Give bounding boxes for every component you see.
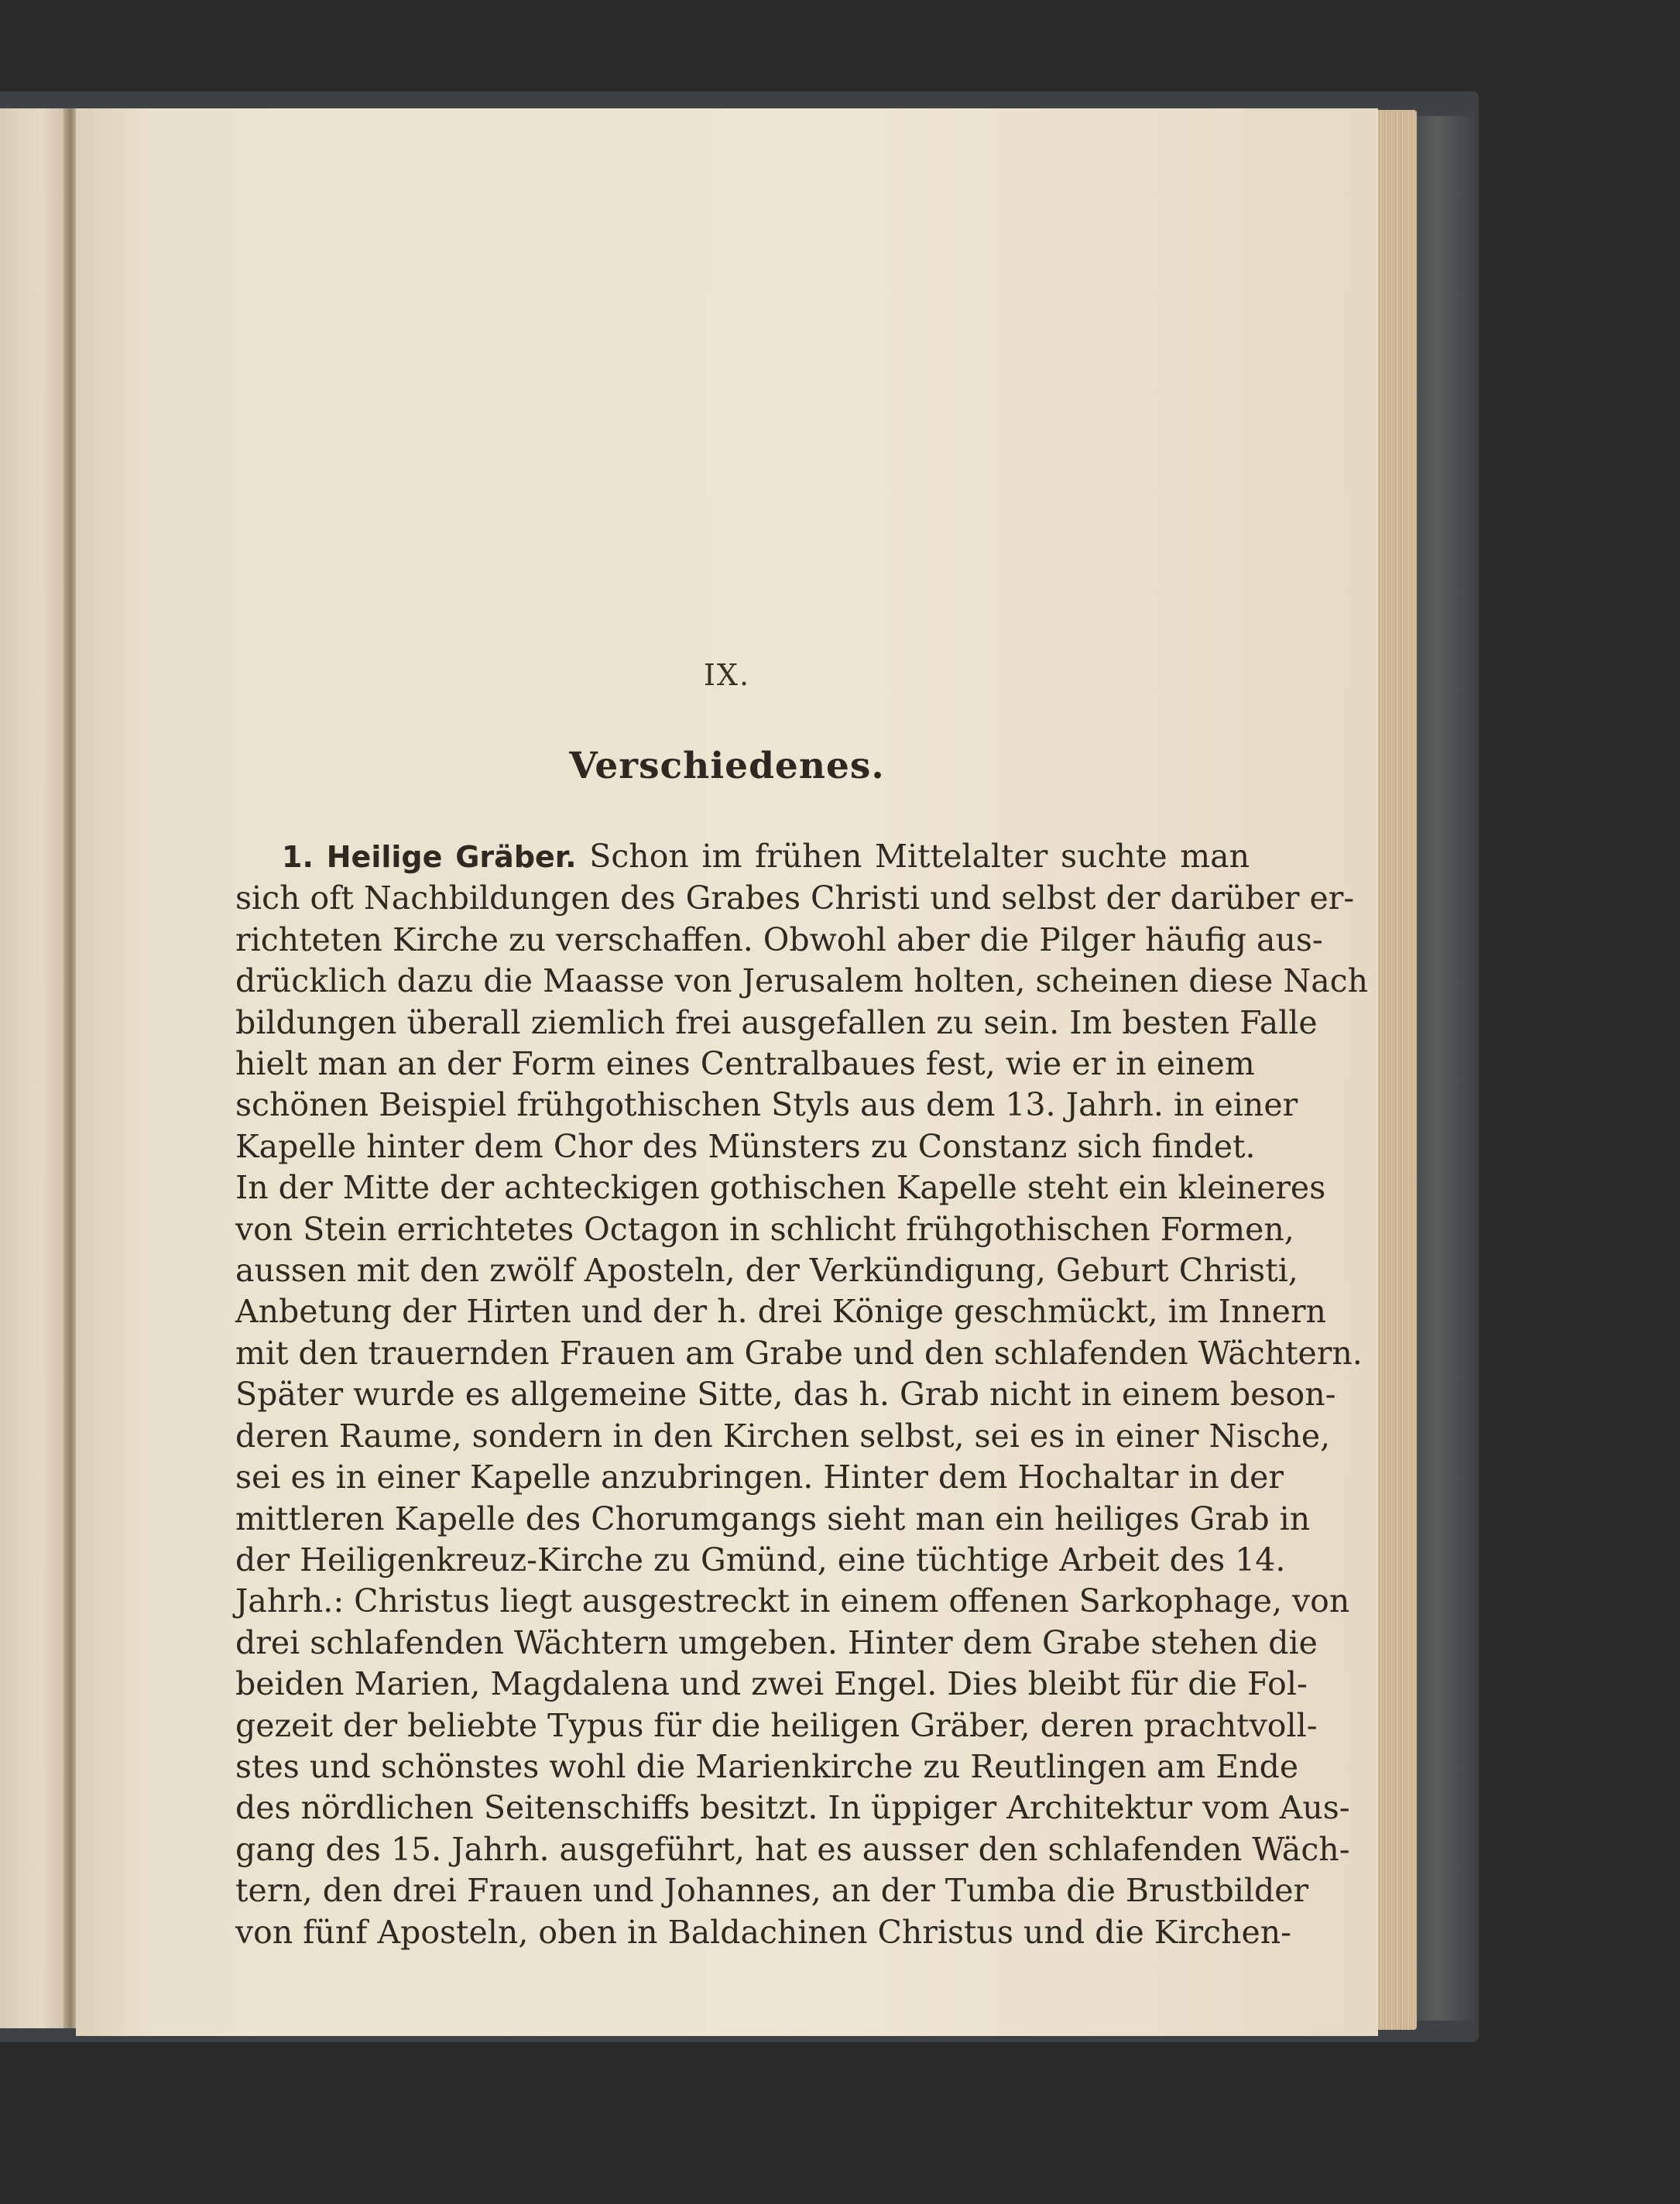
text-line: aussen mit den zwölf Aposteln, der Verkündigung, Geburt Christi, — [235, 1252, 1298, 1290]
text-line: schönen Beispiel frühgothischen Styls aus dem 13. Jahrh. in einer — [235, 1086, 1298, 1124]
text-line: Jahrh.: Christus liegt ausgestreckt in einem offenen Sarkophage, von — [235, 1582, 1350, 1620]
book-cover-edge — [1414, 116, 1476, 2021]
text-line: hielt man an der Form eines Centralbaues fest, wie er in einem — [235, 1045, 1255, 1083]
text-line: der Heiligenkreuz-Kirche zu Gmünd, eine tüchtige Arbeit des 14. — [235, 1541, 1286, 1578]
text-line: gezeit der beliebte Typus für die heiligen Gräber, deren prachtvoll- — [235, 1706, 1318, 1744]
text-line: gang des 15. Jahrh. ausgeführt, hat es ausser den schlafenden Wäch- — [235, 1830, 1350, 1868]
section-heading: 1. Heilige Gräber. — [282, 840, 577, 874]
text-line: drei schlafenden Wächtern umgeben. Hinter dem Grabe stehen die — [235, 1623, 1318, 1661]
text-line: 1. Heilige Gräber. Schon im frühen Mittelalter suchte man — [282, 838, 1250, 875]
text-line: Später wurde es allgemeine Sitte, das h. Grab nicht in einem beson- — [235, 1376, 1336, 1414]
text-line: mittleren Kapelle des Chorumgangs sieht man ein heiliges Grab in — [235, 1500, 1311, 1537]
book-page — [76, 108, 1378, 2036]
text-line: stes und schönstes wohl die Marienkirche zu Reutlingen am Ende — [235, 1747, 1299, 1785]
chapter-title: Verschiedenes. — [569, 745, 885, 787]
text-line: richteten Kirche zu verschaffen. Obwohl aber die Pilger häufig aus- — [235, 920, 1323, 958]
left-page-edge — [0, 108, 67, 2028]
text-line: drücklich dazu die Maasse von Jerusalem holten, scheinen diese Nach — [235, 962, 1369, 1000]
text-line: In der Mitte der achteckigen gothischen Kapelle steht ein kleineres — [235, 1169, 1326, 1207]
text-line: sich oft Nachbildungen des Grabes Christi und selbst der darüber er- — [235, 879, 1355, 917]
text-line: bildungen überall ziemlich frei ausgefallen zu sein. Im besten Falle — [235, 1003, 1318, 1041]
text-line: von Stein errichtetes Octagon in schlicht frühgothischen Formen, — [235, 1210, 1294, 1248]
chapter-number: IX. — [703, 658, 751, 692]
text-line: des nördlichen Seitenschiffs besitzt. In üppiger Architektur vom Aus- — [235, 1789, 1350, 1827]
text-line: deren Raume, sondern in den Kirchen selbst, sei es in einer Nische, — [235, 1417, 1331, 1455]
text-line: sei es in einer Kapelle anzubringen. Hinter dem Hochaltar in der — [235, 1458, 1284, 1496]
text-line: beiden Marien, Magdalena und zwei Engel. Dies bleibt für die Fol- — [235, 1665, 1308, 1703]
text-line: Anbetung der Hirten und der h. drei Könige geschmückt, im Innern — [235, 1293, 1326, 1331]
text-line: mit den trauernden Frauen am Grabe und den schlafenden Wächtern. — [235, 1334, 1363, 1372]
text-line: von fünf Aposteln, oben in Baldachinen Christus und die Kirchen- — [235, 1913, 1291, 1951]
text-line: tern, den drei Frauen und Johannes, an der Tumba die Brustbilder — [235, 1872, 1309, 1910]
body-text — [235, 836, 1369, 1953]
page-edges — [1372, 110, 1417, 2030]
text-line: Kapelle hinter dem Chor des Münsters zu Constanz sich findet. — [235, 1127, 1256, 1165]
